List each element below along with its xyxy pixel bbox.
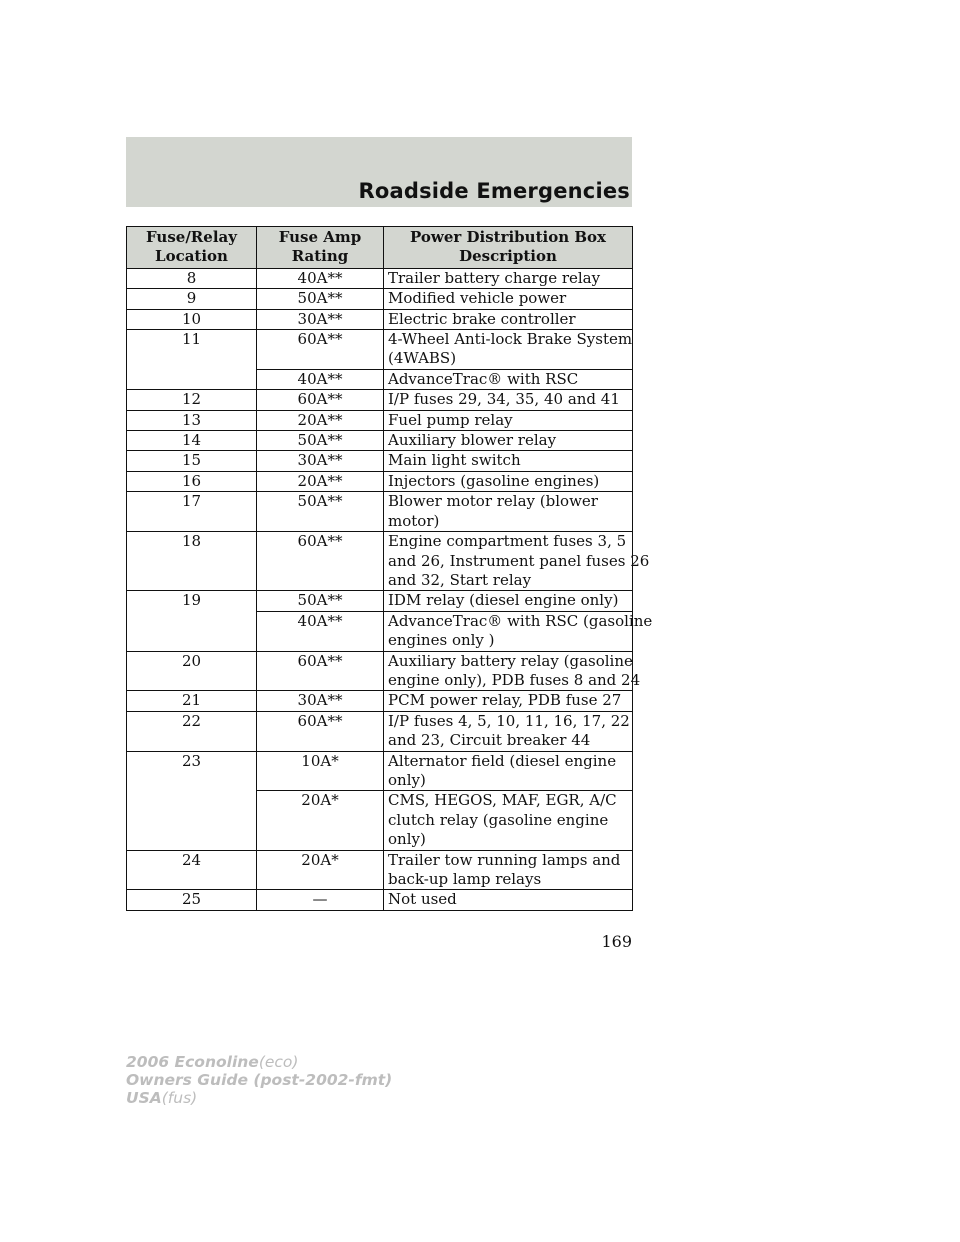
description-line: only) <box>388 770 426 789</box>
fuse-amp-cell: 40A** <box>257 369 384 389</box>
description-line: CMS, HEGOS, MAF, EGR, A/C <box>388 791 617 810</box>
column-header-amp-line1: Fuse Amp <box>278 228 362 246</box>
description-line: and 23, Circuit breaker 44 <box>388 731 591 750</box>
table-row <box>127 268 633 288</box>
page-number: 169 <box>601 932 632 951</box>
table-row <box>127 471 633 491</box>
fuse-location-cell: 20 <box>127 651 257 691</box>
description-line: I/P fuses 29, 34, 35, 40 and 41 <box>388 390 620 409</box>
fuse-location-cell: 15 <box>127 451 257 471</box>
fuse-amp-cell: 60A** <box>257 651 384 691</box>
table-row <box>127 532 633 591</box>
description-line: engines only ) <box>388 631 495 650</box>
fuse-location-cell: 11 <box>127 330 257 390</box>
table-row <box>127 711 633 751</box>
fuse-description-cell <box>384 751 633 791</box>
fuse-description-cell <box>384 651 641 691</box>
footer-model: 2006 Econoline <box>126 1053 259 1071</box>
fuse-description-cell <box>384 471 633 491</box>
fuse-table-body <box>127 268 653 910</box>
fuse-description-cell <box>384 369 633 389</box>
table-row <box>127 850 633 890</box>
fuse-description-cell <box>384 791 633 850</box>
fuse-location-cell: 16 <box>127 471 257 491</box>
fuse-location-cell: 8 <box>127 268 257 288</box>
fuse-description-cell <box>384 431 633 451</box>
description-line: (4WABS) <box>388 349 457 368</box>
fuse-amp-cell: 20A** <box>257 471 384 491</box>
fuse-description-cell <box>384 691 633 711</box>
column-header-description-line1: Power Distribution Box <box>410 228 606 246</box>
fuse-location-cell: 18 <box>127 532 257 591</box>
fuse-location-cell: 14 <box>127 431 257 451</box>
column-header-location <box>127 227 257 269</box>
description-line: Injectors (gasoline engines) <box>388 471 600 490</box>
fuse-amp-cell: 60A** <box>257 390 384 410</box>
fuse-description-cell <box>384 492 633 532</box>
description-line: and 32, Start relay <box>388 570 532 589</box>
description-line: Main light switch <box>388 451 521 470</box>
footer-line-model <box>126 1053 392 1071</box>
footer-line-market <box>126 1089 392 1107</box>
table-row <box>127 591 633 611</box>
fuse-amp-cell: 60A** <box>257 330 384 370</box>
description-line: Engine compartment fuses 3, 5 <box>388 532 627 551</box>
table-row <box>127 289 633 309</box>
fuse-amp-cell: 60A** <box>257 711 384 751</box>
description-line: back-up lamp relays <box>388 870 542 888</box>
document-footer <box>126 1053 392 1107</box>
column-header-amp <box>257 227 384 269</box>
description-line: Fuel pump relay <box>388 410 513 429</box>
fuse-description-cell <box>384 289 633 309</box>
table-row <box>127 410 633 430</box>
footer-model-code: (eco) <box>258 1053 299 1071</box>
fuse-table-header <box>127 227 633 269</box>
fuse-description-cell <box>384 410 633 430</box>
column-header-location-line2: Location <box>155 247 228 266</box>
fuse-location-cell: 10 <box>127 309 257 329</box>
fuse-amp-cell: 30A** <box>257 691 384 711</box>
fuse-description-cell <box>384 330 633 370</box>
table-row <box>127 451 633 471</box>
table-row <box>127 751 633 791</box>
fuse-description-cell <box>384 532 650 591</box>
description-line: I/P fuses 4, 5, 10, 11, 16, 17, 22 <box>388 711 630 730</box>
fuse-description-cell <box>384 711 633 751</box>
fuse-location-cell: 12 <box>127 390 257 410</box>
fuse-amp-cell: 30A** <box>257 309 384 329</box>
table-row <box>127 431 633 451</box>
description-line: Alternator field (diesel engine <box>388 751 617 770</box>
section-title: Roadside Emergencies <box>358 179 630 203</box>
description-line: motor) <box>388 511 440 530</box>
table-row <box>127 890 633 910</box>
description-line: PCM power relay, PDB fuse 27 <box>388 691 622 710</box>
fuse-location-cell: 13 <box>127 410 257 430</box>
fuse-amp-cell: 20A** <box>257 410 384 430</box>
fuse-amp-cell: 60A** <box>257 532 384 591</box>
section-header-band <box>126 137 632 207</box>
column-header-description-line2: Description <box>459 247 557 266</box>
fuse-description-cell <box>384 390 633 410</box>
fuse-description-cell <box>384 451 633 471</box>
fuse-description-cell <box>384 611 653 651</box>
description-line: Auxiliary battery relay (gasoline <box>388 651 633 670</box>
fuse-location-cell: 21 <box>127 691 257 711</box>
fuse-amp-cell: 40A** <box>257 611 384 651</box>
fuse-amp-cell: 10A* <box>257 751 384 791</box>
table-row <box>127 390 633 410</box>
fuse-location-cell: 17 <box>127 492 257 532</box>
description-line: IDM relay (diesel engine only) <box>388 591 619 610</box>
fuse-location-cell: 9 <box>127 289 257 309</box>
description-line: AdvanceTrac® with RSC <box>388 369 579 388</box>
description-line: AdvanceTrac® with RSC (gasoline <box>388 611 653 630</box>
description-line: Modified vehicle power <box>388 289 567 308</box>
fuse-amp-cell: 50A** <box>257 289 384 309</box>
column-header-location-line1: Fuse/Relay <box>146 228 237 246</box>
fuse-location-cell: 24 <box>127 850 257 890</box>
fuse-location-cell: 25 <box>127 890 257 910</box>
fuse-amp-cell: 20A* <box>257 850 384 890</box>
fuse-description-cell <box>384 850 633 890</box>
description-line: Trailer tow running lamps and <box>388 850 621 869</box>
description-line: 4-Wheel Anti-lock Brake System <box>388 330 633 349</box>
description-line: Trailer battery charge relay <box>388 268 601 287</box>
description-line: Blower motor relay (blower <box>388 492 598 511</box>
fuse-description-cell <box>384 890 633 910</box>
column-header-description <box>384 227 633 269</box>
footer-guide: Owners Guide (post-2002-fmt) <box>126 1071 393 1089</box>
footer-market: USA <box>126 1089 162 1107</box>
description-line: Auxiliary blower relay <box>388 431 557 450</box>
fuse-location-cell: 23 <box>127 751 257 850</box>
table-row <box>127 651 633 691</box>
description-line: clutch relay (gasoline engine <box>388 810 609 829</box>
fuse-description-cell <box>384 309 633 329</box>
fuse-location-cell: 22 <box>127 711 257 751</box>
column-header-amp-line2: Rating <box>291 247 349 266</box>
fuse-amp-cell: 20A* <box>257 791 384 850</box>
description-line: and 26, Instrument panel fuses 26 <box>388 551 650 570</box>
fuse-amp-cell: — <box>257 890 384 910</box>
description-line: only) <box>388 830 426 849</box>
fuse-description-cell <box>384 268 633 288</box>
table-row <box>127 309 633 329</box>
table-row <box>127 330 633 370</box>
fuse-location-cell: 19 <box>127 591 257 651</box>
table-row <box>127 691 633 711</box>
description-line: engine only), PDB fuses 8 and 24 <box>388 670 641 689</box>
description-line: Not used <box>388 890 457 909</box>
description-line: Electric brake controller <box>388 309 576 328</box>
fuse-amp-cell: 40A** <box>257 268 384 288</box>
table-row <box>127 492 633 532</box>
fuse-amp-cell: 30A** <box>257 451 384 471</box>
fuse-amp-cell: 50A** <box>257 591 384 611</box>
fuse-amp-cell: 50A** <box>257 492 384 532</box>
fuse-amp-cell: 50A** <box>257 431 384 451</box>
footer-market-code: (fus) <box>161 1089 198 1107</box>
footer-line-guide <box>126 1071 392 1089</box>
fuse-table <box>126 226 653 911</box>
fuse-description-cell <box>384 591 633 611</box>
